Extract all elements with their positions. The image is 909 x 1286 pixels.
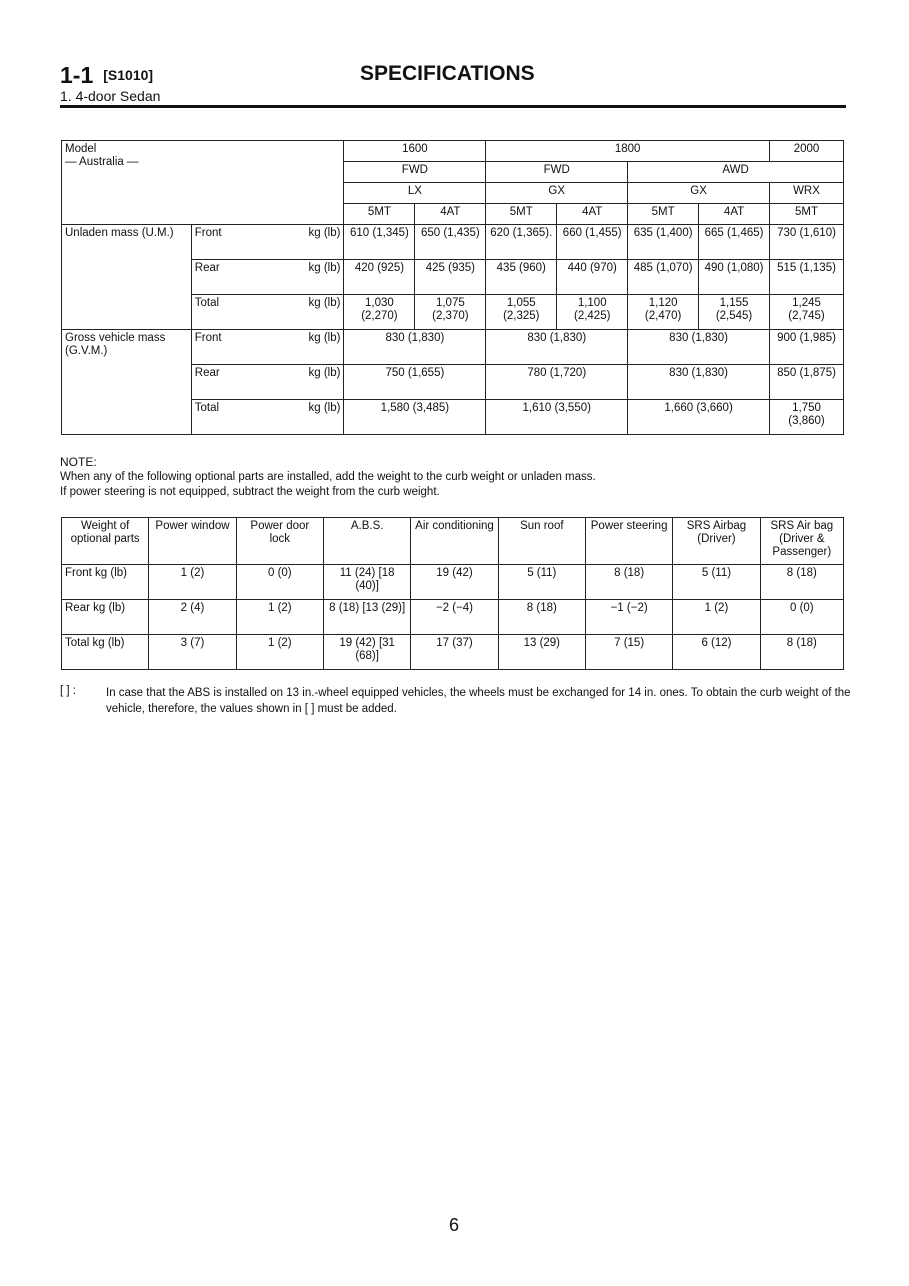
value-cell: 425 (935) [415,260,486,295]
value-cell: 0 (0) [236,565,323,600]
value-cell: 8 (18) [585,565,672,600]
header-cell: Air conditioning [411,518,498,565]
engine-cell: 1600 [344,141,486,162]
transmission-cell: 5MT [628,204,699,225]
transmission-cell: 4AT [557,204,628,225]
value-cell: 1 (2) [236,635,323,670]
value-cell: 1 (2) [149,565,236,600]
value-cell: 19 (42) [31 (68)] [323,635,410,670]
value-cell: 440 (970) [557,260,628,295]
value-cell: 900 (1,985) [770,330,844,365]
value-cell: 610 (1,345) [344,225,415,260]
optional-parts-table [61,517,844,670]
page-number: 6 [449,1215,460,1235]
row-label: Rear kg (lb) [191,365,344,400]
row-label: Front kg (lb) [62,565,149,600]
value-cell: 780 (1,720) [486,365,628,400]
section-number: 1-1 [S1010] [60,62,154,88]
value-cell: 750 (1,655) [344,365,486,400]
value-cell: 19 (42) [411,565,498,600]
value-cell: 435 (960) [486,260,557,295]
note-line: When any of the following optional parts are installed, add the weight to the curb weight or unladen mass. [60,471,596,483]
row-label: Total kg (lb) [191,295,344,330]
header-cell: SRS Air bag (Driver & Passenger) [760,518,843,565]
footnote-text: In case that the ABS is installed on 13 in.-wheel equipped vehicles, the wheels must be exchanged for 14 in. ones. To obtain the curb weight of the vehicle, therefore, the values shown in [ ] must be added. [106,687,851,715]
value-cell: 730 (1,610) [770,225,844,260]
engine-cell: 1800 [486,141,770,162]
page-title: SPECIFICATIONS [360,62,535,85]
value-cell: 8 (18) [760,565,843,600]
value-cell: 5 (11) [498,565,585,600]
value-cell: 5 (11) [673,565,760,600]
header-cell: SRS Airbag (Driver) [673,518,760,565]
value-cell: 620 (1,365). [486,225,557,260]
drive-cell: FWD [344,162,486,183]
value-cell: 1,100 (2,425) [557,295,628,330]
note-heading: NOTE: [60,455,97,469]
value-cell: 665 (1,465) [699,225,770,260]
value-cell: 850 (1,875) [770,365,844,400]
value-cell: 2 (4) [149,600,236,635]
grade-cell: WRX [770,183,844,204]
header-cell: Power window [149,518,236,565]
row-label: Total kg (lb) [191,400,344,435]
header-cell: Power door lock [236,518,323,565]
transmission-cell: 4AT [415,204,486,225]
value-cell: 1,245 (2,745) [770,295,844,330]
note-line: If power steering is not equipped, subtract the weight from the curb weight. [60,486,440,498]
footnote-mark: [ ] : [60,685,76,697]
value-cell: 490 (1,080) [699,260,770,295]
value-cell: 8 (18) [13 (29)] [323,600,410,635]
market-label: — Australia — [65,156,139,168]
section-code: [S1010] [103,67,154,83]
transmission-cell: 5MT [486,204,557,225]
header-cell: Weight of optional parts [62,518,149,565]
header-cell: Power steering [585,518,672,565]
value-cell: 1,120 (2,470) [628,295,699,330]
row-label: Total kg (lb) [62,635,149,670]
value-cell: 830 (1,830) [344,330,486,365]
header-cell: A.B.S. [323,518,410,565]
grade-cell: GX [486,183,628,204]
transmission-cell: 5MT [344,204,415,225]
weight-spec-table [61,140,844,435]
value-cell: 1,750 (3,860) [770,400,844,435]
model-header-cell [62,141,344,225]
gross-label: Gross vehicle mass (G.V.M.) [62,330,192,435]
grade-cell: GX [628,183,770,204]
row-label: Rear kg (lb) [191,260,344,295]
value-cell: 0 (0) [760,600,843,635]
drive-cell: FWD [486,162,628,183]
value-cell: −1 (−2) [585,600,672,635]
value-cell: −2 (−4) [411,600,498,635]
header-rule [60,105,846,108]
value-cell: 650 (1,435) [415,225,486,260]
value-cell: 1,075 (2,370) [415,295,486,330]
value-cell: 830 (1,830) [486,330,628,365]
value-cell: 17 (37) [411,635,498,670]
value-cell: 3 (7) [149,635,236,670]
transmission-cell: 5MT [770,204,844,225]
value-cell: 830 (1,830) [628,330,770,365]
model-label: Model [65,143,97,155]
transmission-cell: 4AT [699,204,770,225]
value-cell: 830 (1,830) [628,365,770,400]
value-cell: 635 (1,400) [628,225,699,260]
value-cell: 515 (1,135) [770,260,844,295]
header-cell: Sun roof [498,518,585,565]
value-cell: 1,055 (2,325) [486,295,557,330]
value-cell: 11 (24) [18 (40)] [323,565,410,600]
value-cell: 8 (18) [760,635,843,670]
value-cell: 420 (925) [344,260,415,295]
value-cell: 7 (15) [585,635,672,670]
value-cell: 1 (2) [236,600,323,635]
row-label: Front kg (lb) [191,225,344,260]
value-cell: 485 (1,070) [628,260,699,295]
value-cell: 1,610 (3,550) [486,400,628,435]
value-cell: 1 (2) [673,600,760,635]
value-cell: 6 (12) [673,635,760,670]
value-cell: 1,660 (3,660) [628,400,770,435]
engine-cell: 2000 [770,141,844,162]
unladen-label: Unladen mass (U.M.) [62,225,192,330]
row-label: Front kg (lb) [191,330,344,365]
value-cell: 660 (1,455) [557,225,628,260]
value-cell: 1,155 (2,545) [699,295,770,330]
value-cell: 13 (29) [498,635,585,670]
page-subtitle: 1. 4-door Sedan [60,88,161,104]
value-cell: 1,030 (2,270) [344,295,415,330]
value-cell: 8 (18) [498,600,585,635]
value-cell: 1,580 (3,485) [344,400,486,435]
grade-cell: LX [344,183,486,204]
row-label: Rear kg (lb) [62,600,149,635]
drive-cell: AWD [628,162,844,183]
